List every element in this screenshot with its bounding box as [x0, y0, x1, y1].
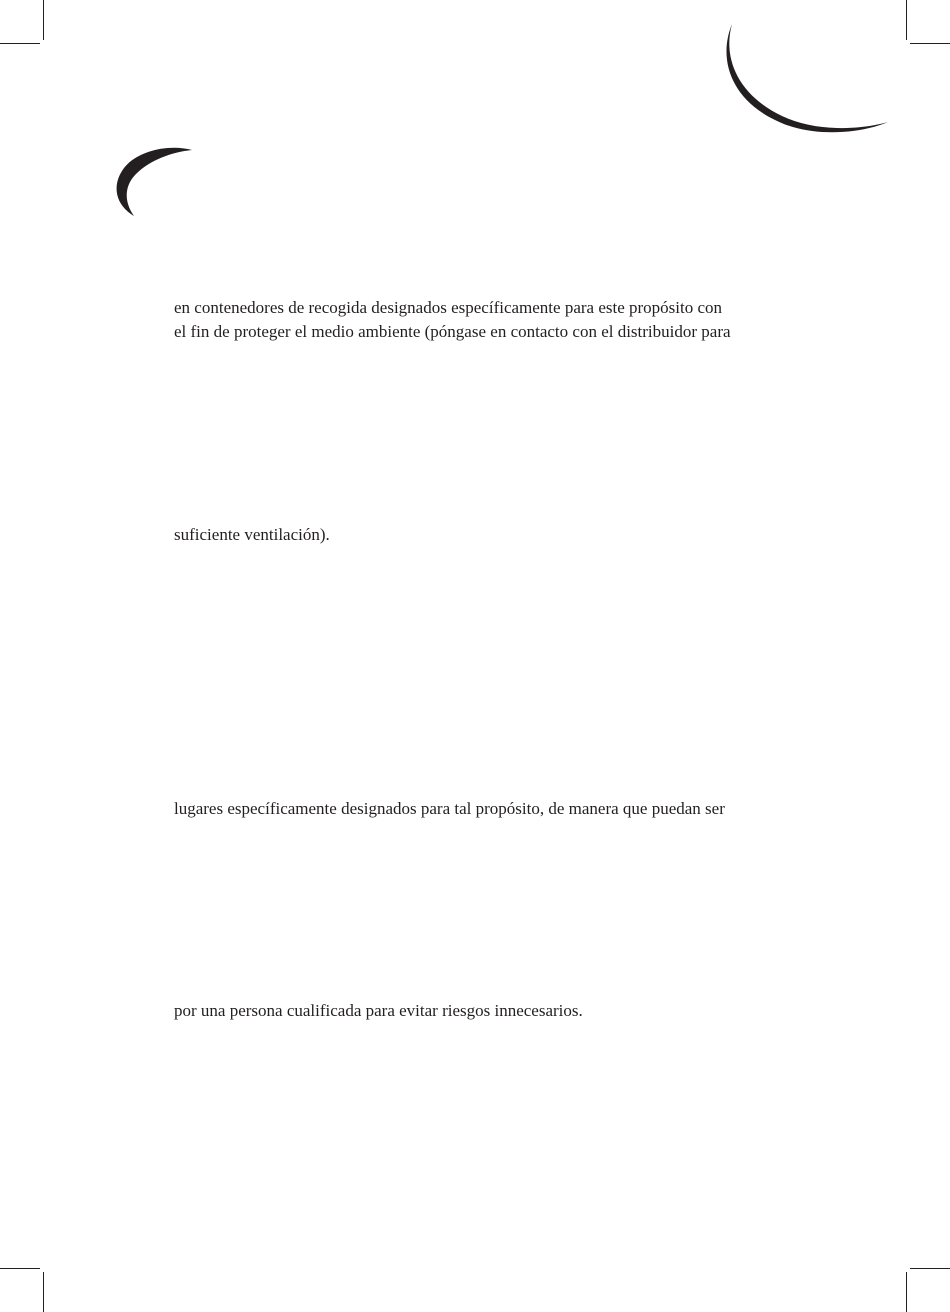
crop-mark-top-left-horizontal [0, 43, 40, 44]
crop-mark-bottom-right-vertical [906, 1272, 907, 1312]
paragraph-1-line-2: el fin de proteger el medio ambiente (póngase en contacto con el distribuidor para [174, 322, 731, 341]
crop-mark-bottom-left-horizontal [0, 1268, 40, 1269]
crop-mark-top-right-vertical [906, 0, 907, 40]
crop-mark-top-left-vertical [43, 0, 44, 40]
paragraph-1-line-1: en contenedores de recogida designados específicamente para este propósito con [174, 298, 723, 317]
paragraph-2-line-1: suficiente ventilación). [174, 525, 330, 544]
crop-mark-bottom-left-vertical [43, 1272, 44, 1312]
crop-mark-bottom-right-horizontal [910, 1268, 950, 1269]
crop-mark-top-right-horizontal [910, 43, 950, 44]
swoosh-left-decoration [110, 144, 200, 220]
paragraph-3-line-1: lugares específicamente designados para tal propósito, de manera que puedan ser [174, 799, 725, 818]
paragraph-4-line-1: por una persona cualificada para evitar riesgos innecesarios. [174, 1001, 583, 1020]
swoosh-right-decoration [720, 18, 895, 140]
